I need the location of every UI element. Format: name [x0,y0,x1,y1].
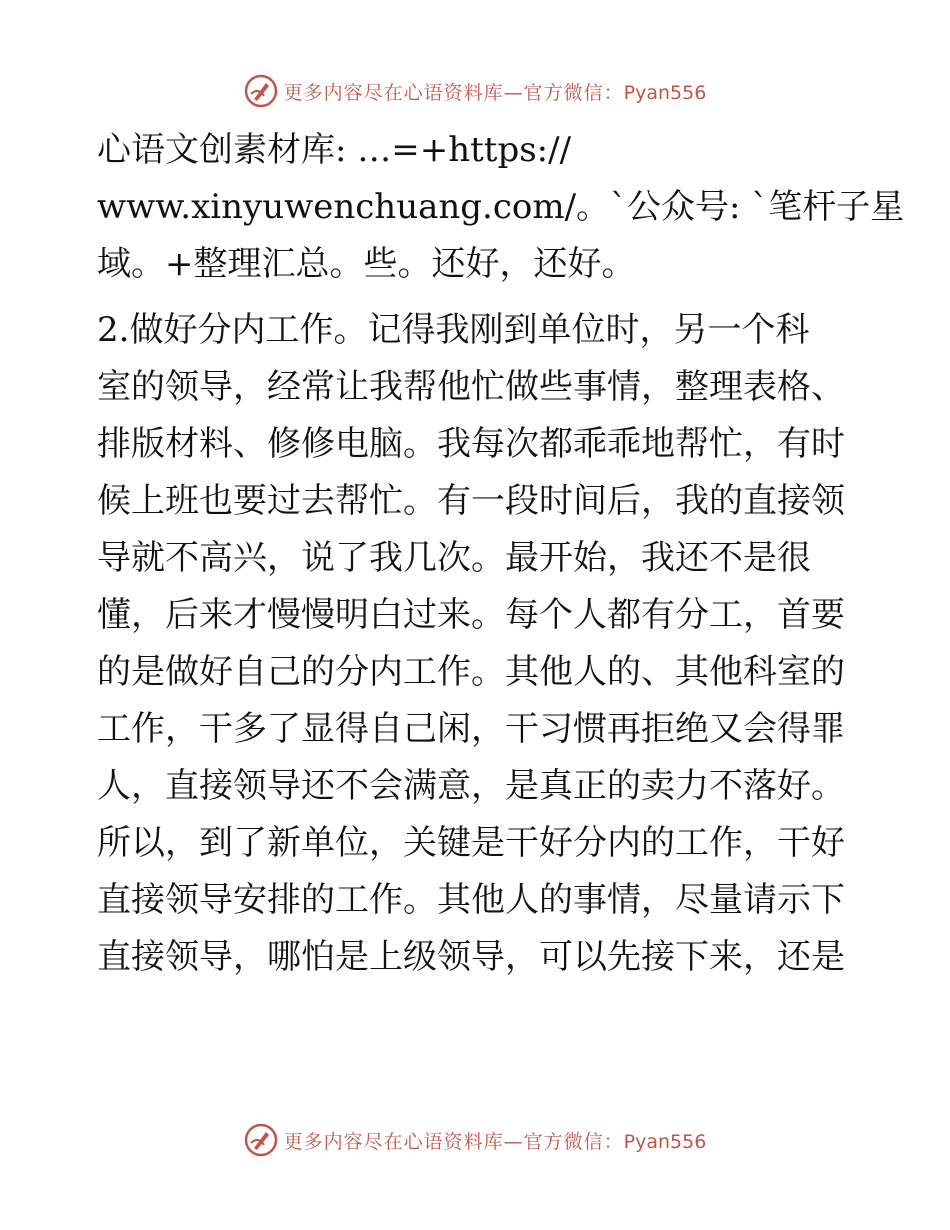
text-line: 直接领导，哪怕是上级领导，可以先接下来，还是 [97,937,845,977]
text-line: 人，直接领导还不会满意，是真正的卖力不落好。 [97,766,845,806]
header-banner [0,71,950,111]
text-line: 导就不高兴，说了我几次。最开始，我还不是很 [97,538,811,578]
footer-banner [0,1120,950,1160]
text-line: 排版材料、修修电脑。我每次都乖乖地帮忙，有时 [97,424,845,464]
footer-banner-text: 更多内容尽在心语资料库—官方微信：Pyan556 [283,1130,707,1153]
text-line: 直接领导安排的工作。其他人的事情，尽量请示下 [97,880,845,920]
text-line: 室的领导，经常让我帮他忙做些事情，整理表格、 [97,367,845,407]
text-line: www.xinyuwenchuang.com/。`公众号: `笔杆子星 [97,187,905,227]
pen-logo-icon [244,74,278,108]
text-line: 心语文创素材库: …=+https:// [97,130,572,170]
text-line: 2.做好分内工作。记得我刚到单位时，另一个科 [97,310,810,350]
paragraph-1 [97,122,905,293]
pen-logo-icon [244,1123,278,1157]
text-line: 工作，干多了显得自己闲，干习惯再拒绝又会得罪 [97,709,845,749]
paragraph-2 [97,302,857,986]
text-line: 候上班也要过去帮忙。有一段时间后，我的直接领 [97,481,845,521]
text-line: 的是做好自己的分内工作。其他人的、其他科室的 [97,652,845,692]
header-banner-text: 更多内容尽在心语资料库—官方微信：Pyan556 [283,81,707,104]
document-body [97,122,905,986]
text-line: 所以，到了新单位，关键是干好分内的工作，干好 [97,823,845,863]
text-line: 懂，后来才慢慢明白过来。每个人都有分工，首要 [97,595,845,635]
text-line: 域。+整理汇总。些。还好，还好。 [97,244,636,284]
